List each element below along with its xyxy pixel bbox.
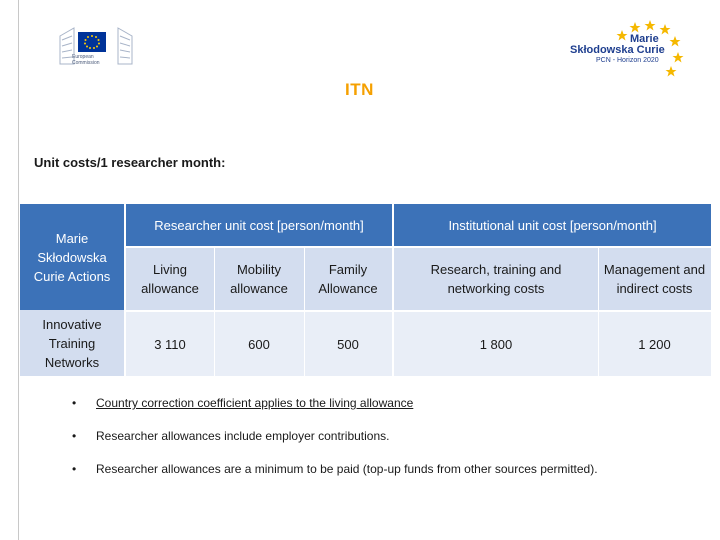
bullet-text-minimum: Researcher allowances are a minimum to be paid (top-up funds from other sources permitted).: [96, 462, 598, 476]
bullet-marker: •: [72, 396, 77, 410]
value-management: 1 200: [598, 312, 711, 376]
eu-flag-icon: [78, 32, 106, 52]
msca-logo-line2: Skłodowska Curie: [570, 44, 665, 56]
row-header-itn: Innovative Training Networks: [20, 310, 124, 376]
group-header-institutional: Institutional unit cost [person/month]: [394, 204, 711, 246]
bullet-text-correction: Country correction coefficient applies to the living allowance: [96, 396, 414, 410]
section-subtitle: Unit costs/1 researcher month:: [34, 155, 226, 170]
column-divider: [598, 248, 599, 376]
value-mobility: 600: [214, 312, 304, 376]
col-header-research: Research, training and networking costs: [394, 248, 598, 310]
page-title: ITN: [345, 80, 374, 99]
value-family: 500: [304, 312, 392, 376]
bullet-marker: •: [72, 429, 77, 443]
col-header-mobility: Mobility allowance: [214, 248, 304, 310]
col-header-living: Living allowance: [126, 248, 214, 310]
left-margin-line: [18, 0, 19, 540]
bullet-text-contributions: Researcher allowances include employer contributions.: [96, 429, 390, 443]
value-living: 3 110: [126, 312, 214, 376]
column-divider: [214, 248, 215, 376]
value-research: 1 800: [394, 312, 598, 376]
msca-logo-line3: PCN - Horizon 2020: [596, 57, 659, 64]
col-header-management: Management and indirect costs: [598, 248, 711, 310]
column-divider: [304, 248, 305, 376]
msca-logo-line1: Marie: [630, 33, 659, 45]
group-header-researcher: Researcher unit cost [person/month]: [126, 204, 392, 246]
row-header-msca: Marie Skłodowska Curie Actions: [20, 204, 124, 310]
bullet-marker: •: [72, 462, 77, 476]
col-header-family: Family Allowance: [304, 248, 392, 310]
ec-caption: European Commission: [72, 54, 100, 66]
